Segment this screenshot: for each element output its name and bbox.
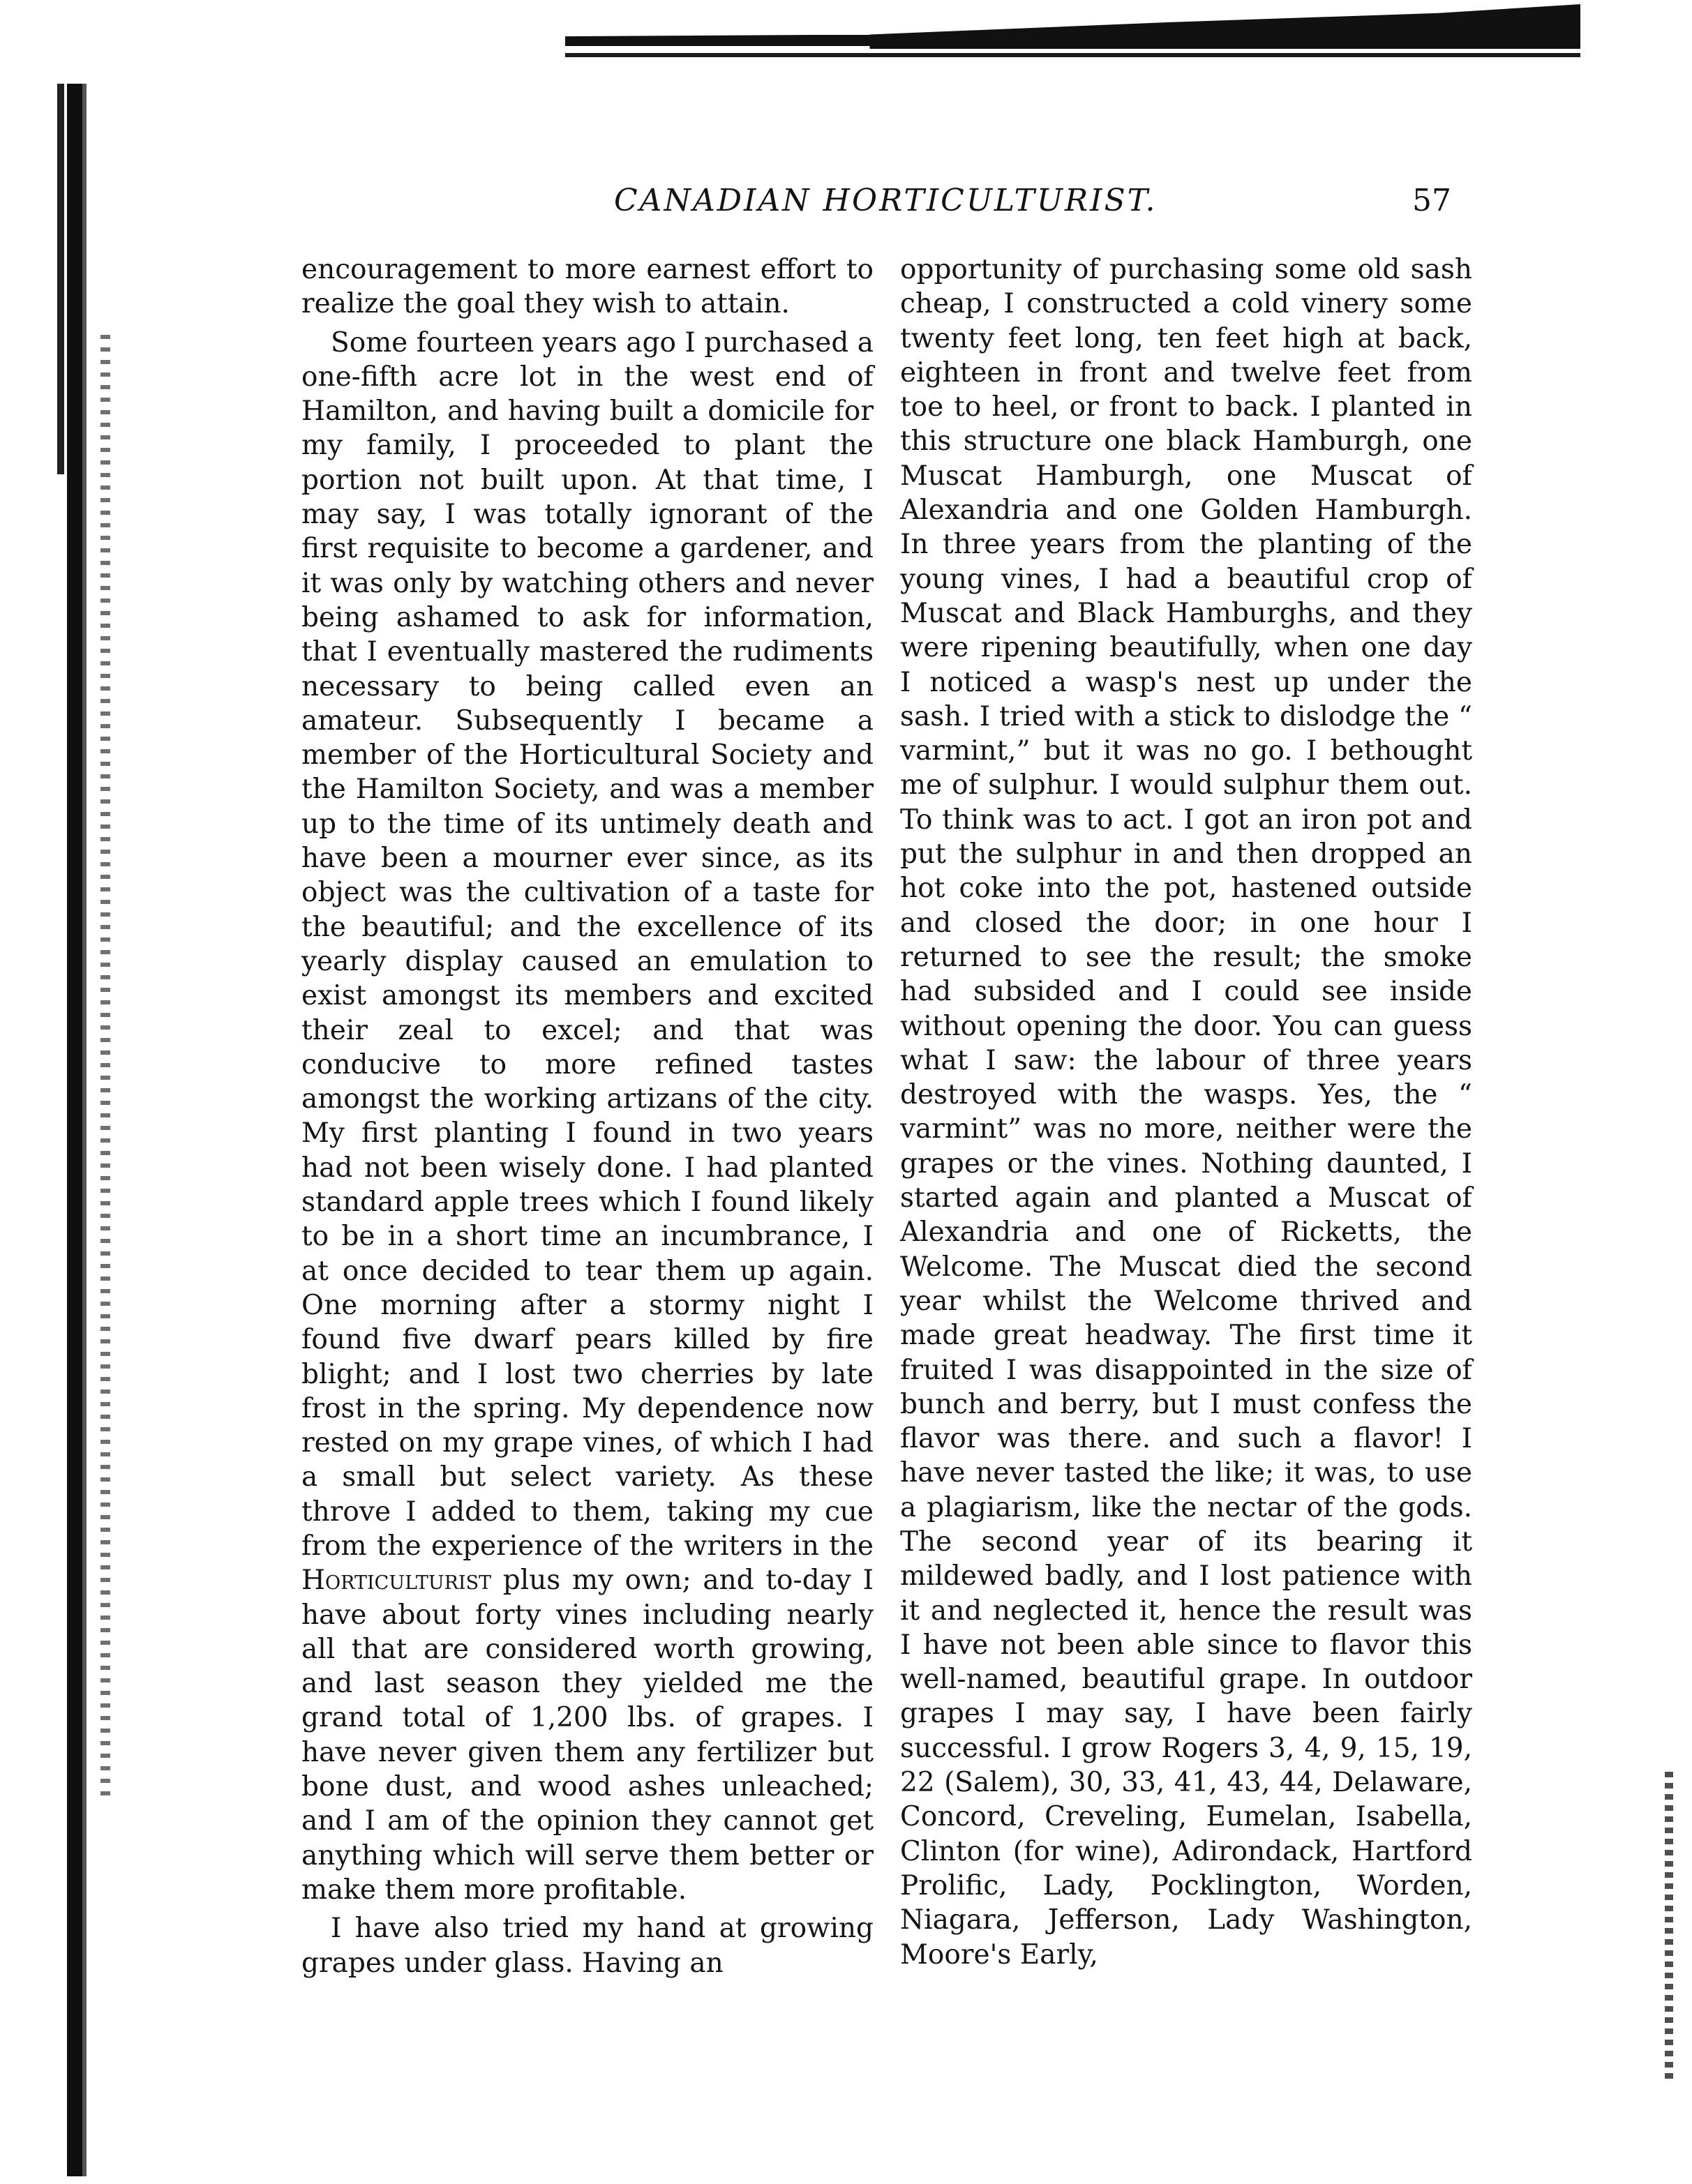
scan-binding-edge [67,84,87,2176]
scan-binding-shadow [100,335,110,1800]
paragraph [301,326,874,1908]
page-number: 57 [1412,183,1451,218]
paragraph-text: Some fourteen years ago I purchased a one-fifth acre lot in the west end of Hamilton, and having built a domicile for my family, I proceeded to plant the portion not built upon. At that time, I may say, I was totally ignorant of the first requisite to become a gardener, and it was only by watching others and never being ashamed to ask for information, that I eventually mastered the rudiments necessary to being called even an amateur. Subsequently I became a member of the Horticultural Society and the Hamilton Society, and was a member up to the time of its untimely death and have been a mourner ever since, as its object was the cultivation of a taste for the beautiful; and the excellence of its yearly display caused an emulation to exist amongst its members and excited their zeal to excel; and that was conducive to more refined tastes amongst the working artizans of the city. My first planting I found in two years had not been wisely done. I had planted standard apple trees which I found likely to be in a short time an incumbrance, I at once decided to tear them up again. One morning after a stormy night I found five dwarf pears killed by fire blight; and I lost two cherries by late frost in the spring. My dependence now rested on my grape vines, of which I had a small but select variety. As these throve I added to them, taking my cue from the experience of the writers in the [301,326,874,1562]
scan-top-rule [565,53,1580,57]
paragraph: encouragement to more earnest effort to realize the goal they wish to attain. [301,254,874,320]
paragraph: I have also tried my hand at growing grapes under glass. Having an [301,1913,874,1979]
running-title: CANADIAN HORTICULTURIST. [614,183,1158,218]
running-head [307,183,1451,232]
left-column [301,253,874,1980]
journal-name: Horticulturist [301,1565,492,1597]
paragraph: opportunity of purchasing some old sash cheap, I constructed a cold vinery some twenty feet long, ten feet high at back, eighteen in front and twelve feet from toe to heel, or front to back. I planted in this structure one black Hamburgh, one Muscat Hamburgh, one Muscat of Alexandria and one Golden Hamburgh. In three years from the planting of the young vines, I had a beautiful crop of Muscat and Black Hamburghs, and they were ripening beautifully, when one day I noticed a wasp's nest up under the sash. I tried with a stick to dislodge the “ varmint,” but it was no go. I bethought me of sulphur. I would sulphur them out. To think was to act. I got an iron pot and put the sulphur in and then dropped an hot coke into the pot, hastened outside and closed the door; in one hour I returned to see the result; the smoke had subsided and I could see inside without opening the door. You can guess what I saw: the labour of three years destroyed with the wasps. Yes, the “ varmint” was no more, neither were the grapes or the vines. Nothing daunted, I started again and planted a Muscat of Alexandria and one of Ricketts, the Welcome. The Muscat died the second year whilst the Welcome thrived and made great headway. The first time it fruited I was disappointed in the size of bunch and berry, but I must confess the flavor was there. and such a flavor! I have never tasted the like; it was, to use a plagiarism, like the nectar of the gods. The second year of its bearing it mildewed badly, and I lost patience with it and neglected it, hence the result was I have not been able since to flavor this well-named, beautiful grape. In outdoor grapes I may say, I have been fairly successful. I grow Rogers 3, 4, 9, 15, 19, 22 (Salem), 30, 33, 41, 43, 44, Delaware, Concord, Creveling, Eumelan, Isabella, Clinton (for wine), Adirondack, Hartford Prolific, Lady, Pocklington, Worden, Niagara, Jefferson, Lady Washington, Moore's Early, [900,254,1472,1971]
scan-binding-edge-thin [57,84,64,474]
scan-top-bar [565,4,1580,49]
scan-right-edge [1665,1772,1673,2079]
right-column [900,253,1472,1972]
paragraph-text: plus my own; and to-day I have about forty vines including nearly all that are considered worth growing, and last season they yielded me the grand total of 1,200 lbs. of grapes. I have never given them any fertilizer but bone dust, and wood ashes unleached; and I am of the opinion they cannot get anything which will serve them better or make them more profitable. [301,1565,874,1906]
